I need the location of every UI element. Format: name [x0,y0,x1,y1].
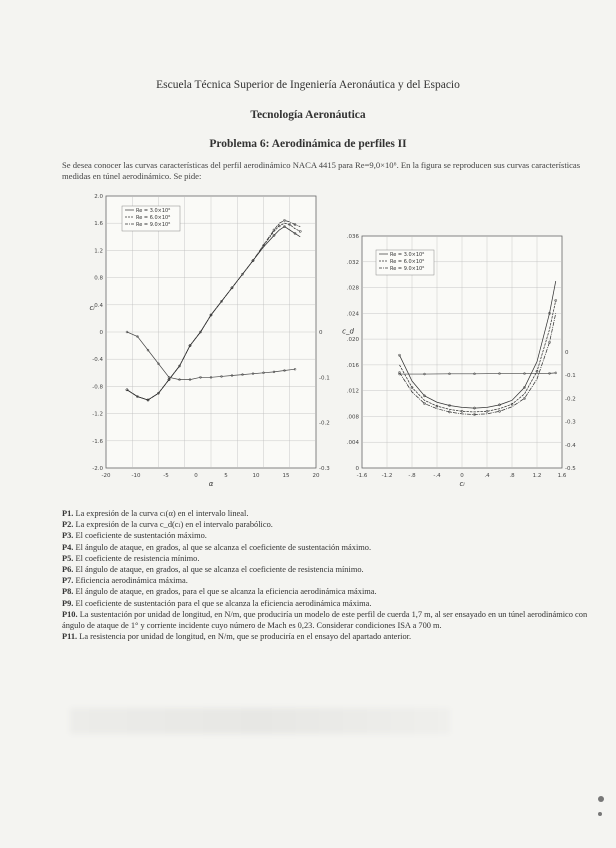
question-item [62,598,610,609]
y-tick-label: .012 [346,388,359,395]
x-tick-label: 10 [252,473,260,479]
y-tick-label: .028 [346,285,359,292]
right-y-tick-label: 0 [319,330,323,336]
subject-title: Tecnología Aeronáutica [250,109,366,121]
question-text: El coeficiente de resistencia mínimo. [73,553,200,563]
legend-entry: Re = 9.0×10⁶ [136,222,171,228]
question-label: P1. [62,509,74,518]
question-list [62,508,610,642]
question-text: Eficiencia aerodinámica máxima. [73,576,188,586]
drag-polar-svg [338,228,584,492]
x-tick-label: -1.6 [356,473,368,479]
y-tick-label: -1.6 [92,438,103,445]
y-tick-label: 0 [99,330,103,336]
y-axis-label: cₗ [89,304,95,313]
right-y-tick-label: -0.2 [565,396,576,403]
x-tick-label: 1.2 [532,473,542,479]
x-tick-label: 15 [282,473,290,479]
question-label: P11. [62,632,78,642]
question-text: El ángulo de ataque, en grados, al que se alcanza el coeficiente de sustentación máximo. [73,542,372,552]
y-tick-label: .004 [346,440,359,447]
question-item [62,530,610,541]
y-tick-label: .008 [346,414,359,421]
legend-entry: Re = 9.0×10⁶ [390,266,425,272]
question-label: P2. [62,520,74,530]
y-tick-label: .036 [346,234,359,240]
question-text: El ángulo de ataque, en grados, para el que se alcanza la eficiencia aerodinámica máxima. [73,587,377,597]
y-tick-label: .024 [346,311,359,318]
question-text: La sustentación por unidad de longitud, en N/m, que produciría un modelo de este perfil de cuerda 1,7 m, al ser ensayado en un túnel aerodinámico con ángulo de ataque de 1° y corriente incidente cuyo número de Mach es 0,23. Considerar condiciones ISA a 700 m. [62,609,588,631]
scan-dot [598,812,602,816]
y-axis-label: c_d [342,327,354,336]
y-tick-label: -0.8 [92,384,103,391]
question-item [62,631,610,642]
school-name: Escuela Técnica Superior de Ingeniería Aeronáutica y del Espacio [156,79,460,91]
x-tick-label: -.8 [408,473,416,479]
y-tick-label: .016 [346,362,359,369]
x-tick-label: .8 [509,473,515,479]
question-label: P4. [62,542,74,552]
question-text: La resistencia por unidad de longitud, en N/m, que se produciría en el ensayo del apartado anterior. [77,632,412,642]
question-text: La expresión de la curva c_d(cₗ) en el intervalo parabólico. [73,520,273,530]
y-tick-label: 0.4 [94,302,103,309]
question-text: El coeficiente de sustentación para el que se alcanza la eficiencia aerodinámica máxima. [73,598,372,608]
legend-entry: Re = 3.0×10⁶ [136,208,171,214]
right-y-tick-label: -0.1 [565,373,576,380]
question-item [62,586,610,597]
right-y-tick-label: 0 [565,350,569,356]
question-text: El ángulo de ataque, en grados, al que se alcanza el coeficiente de resistencia mínimo. [73,565,364,575]
y-tick-label: 0.8 [94,275,103,282]
y-tick-label: 0 [355,466,359,472]
scan-smudge [70,708,450,734]
question-label: P9. [62,598,74,608]
question-label: P10. [62,609,78,619]
x-tick-label: 20 [312,473,320,479]
question-text: La expresión de la curva cₗ(α) en el intervalo lineal. [73,509,249,518]
question-item [62,575,610,586]
x-tick-label: -.4 [433,473,441,479]
right-y-tick-label: -0.3 [565,419,576,426]
question-item [62,519,610,530]
question-label: P3. [62,531,74,541]
right-y-tick-label: -0.1 [319,375,330,382]
right-y-tick-label: -0.4 [565,442,576,449]
x-tick-label: -10 [131,473,141,479]
question-item [62,609,610,631]
x-tick-label: .4 [484,473,490,479]
legend-entry: Re = 3.0×10⁶ [390,252,425,258]
y-tick-label: .020 [346,337,359,344]
legend-entry: Re = 6.0×10⁶ [390,259,425,265]
question-label: P8. [62,587,74,597]
question-item [62,508,610,519]
question-label: P5. [62,553,74,563]
x-tick-label: 1.6 [557,473,567,479]
legend-entry: Re = 6.0×10⁶ [136,215,171,221]
question-label: P6. [62,565,74,575]
question-item [62,542,610,553]
question-label: P7. [62,576,74,586]
right-y-tick-label: -0.2 [319,420,330,427]
x-tick-label: 0 [460,473,464,479]
intro-paragraph: Se desea conocer las curvas características del perfil aerodinámico NACA 4415 para Re=9,0×10⁶. En la figura se reproducen sus curvas características medidas en túnel aerodinámico. Se pide: [62,160,581,181]
question-text: El coeficiente de sustentación máximo. [73,531,207,541]
y-tick-label: 1.2 [94,248,103,255]
x-tick-label: -1.2 [381,473,393,479]
x-tick-label: -5 [163,473,169,479]
lift-curve-chart [86,188,334,490]
x-axis-label: α [208,480,214,488]
question-item [62,553,610,564]
problem-title: Problema 6: Aerodinámica de perfiles II [209,138,407,150]
lift-curve-svg [86,188,334,490]
y-tick-label: -0.4 [92,357,103,364]
drag-polar-chart [338,228,584,492]
right-y-tick-label: -0.5 [565,466,576,472]
right-y-tick-label: -0.3 [319,466,330,472]
y-tick-label: -2.0 [92,466,103,472]
y-tick-label: 1.6 [94,221,103,228]
x-axis-label: cₗ [459,480,465,488]
y-tick-label: -1.2 [92,411,103,418]
x-tick-label: -20 [101,473,111,479]
y-tick-label: 2.0 [94,194,103,200]
y-tick-label: .032 [346,259,359,266]
scan-dot [598,796,604,802]
question-item [62,564,610,575]
x-tick-label: 5 [224,473,228,479]
x-tick-label: 0 [194,473,198,479]
